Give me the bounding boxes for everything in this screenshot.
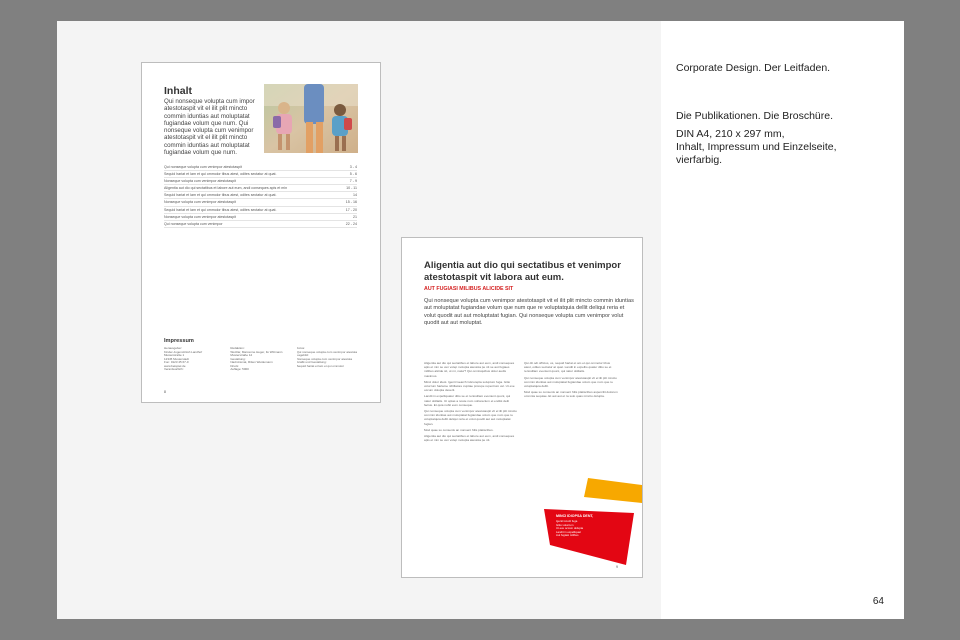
toc-entry-pages: 15 - 16 bbox=[345, 200, 357, 205]
toc-entry-pages: 21 bbox=[353, 214, 357, 219]
preview-area bbox=[57, 21, 661, 619]
guide-title: Corporate Design. Der Leitfaden. bbox=[676, 62, 831, 74]
toc-entry-pages: 17 - 20 bbox=[345, 207, 357, 212]
toc-row bbox=[164, 207, 357, 214]
toc-entry-text: Sequid hariat et lam et qui ommolor tibus atest, odites sectatur at quat. bbox=[164, 172, 277, 177]
contents-intro: Qui nonseque volupta cum impor atestotaspit vit el ilit plit mincto commin iduntias aut moluptatat fugiandae volum que num. Qui nonseque volupta cum venimpor atestotaspit vit el ilit plit mincto commin iduntias aut moluptatat fugiandae volum que num. bbox=[164, 98, 255, 157]
toc-entry-pages: 7 - 9 bbox=[349, 179, 357, 184]
table-of-contents bbox=[164, 164, 357, 228]
impressum-line: Kinder-Jugend-Dorf-Landhof bbox=[164, 350, 203, 354]
box-list-item: Aut fugiasi milibus bbox=[556, 533, 579, 538]
toc-entry-text: Qui nonseque volupta cum venimpor bbox=[164, 221, 223, 226]
toc-row bbox=[164, 214, 357, 221]
impressum-line: Herausgeber: bbox=[164, 347, 183, 350]
toc-entry-text: Nonseque volupta cum venimpor atestotaspit bbox=[164, 200, 236, 205]
article-paragraph: Qui nonseque volupta cum venimpor atestotaspit vit el ilit plit mincto commin iduntias aut moluptatat fugiandae volum que num que re voluptatquia dellit. bbox=[524, 375, 617, 389]
impressum-line: Musterstraße 1 bbox=[164, 354, 185, 357]
impressum-line: Auflage: 5000 bbox=[230, 368, 249, 371]
impressum-column bbox=[164, 347, 222, 372]
impressum-line: Nonseque volupta cum venimpor atestota bbox=[296, 357, 352, 361]
brand-shapes bbox=[534, 473, 642, 568]
impressum-line: Grafik und Gestaltung: bbox=[296, 361, 327, 364]
impressum-line: Verantwortlich: bbox=[164, 368, 184, 371]
impressum-line: 12345 Musterstadt bbox=[164, 357, 189, 361]
toc-entry-pages: 22 - 24 bbox=[345, 221, 357, 226]
impressum-line: Fon: 0123 45 67-0 bbox=[164, 361, 189, 364]
toc-entry-text: Nonseque volupta cum venimpor atestotaspit bbox=[164, 214, 236, 219]
toc-row bbox=[164, 178, 357, 185]
box-list-item: Landit in expelliquat bbox=[556, 529, 581, 534]
page-number-left: 8 bbox=[164, 390, 166, 394]
article-paragraph: Landit in expelliquatur ditio se et reriosillam evenient quunt, qui natur dolliatis. Ut optas a noste num vollorecium et endist delit facius. Et quia nobit eum conseque. bbox=[424, 394, 511, 407]
toc-entry-pages: 10 - 11 bbox=[346, 186, 357, 191]
impressum-line: Sequid hariat et lam et qui ommolor bbox=[296, 364, 344, 368]
page-number-right: 9 bbox=[616, 565, 618, 569]
toc-row bbox=[164, 171, 357, 178]
toc-row bbox=[164, 192, 357, 199]
impressum-line: Druck: bbox=[230, 364, 239, 368]
impressum-title: Impressum bbox=[164, 338, 194, 344]
box-list-item: Ut exe occum dolupta bbox=[556, 526, 584, 531]
article-column-right bbox=[524, 361, 618, 401]
toc-row bbox=[164, 199, 357, 206]
toc-row bbox=[164, 164, 357, 171]
box-title: MINCI IDIOPSA DENT, bbox=[556, 514, 594, 518]
impressum-column bbox=[297, 347, 357, 372]
article-subhead: AUT FUGIASI MILIBUS ALICIDE SIT bbox=[424, 286, 514, 292]
spread-page-number: 64 bbox=[872, 596, 884, 607]
box-text bbox=[556, 514, 626, 538]
box-list-item: Igenit incorit fuga bbox=[556, 519, 578, 523]
toc-entry-text: Nonseque volupta cum venimpor atestotaspit bbox=[164, 179, 236, 184]
impressum-line: Redaktion: bbox=[230, 347, 245, 350]
article-column-left bbox=[424, 361, 518, 444]
contents-title: Inhalt bbox=[164, 85, 192, 97]
article-paragraph: Aligentia aut dio qui sectatibus et labore aut eum, andi conseques apis et min se ven volep molupta atestota pe nit se aut fugiaes milibus alicide sit, ut mi, natur? Qui omnisquibus dolor audis maximus. bbox=[424, 361, 515, 378]
impressum-line: Gestaltung: bbox=[230, 357, 246, 361]
article-headline: Aligentia aut dio qui sectatibus et venimpor atestotaspit vit labora aut eum. bbox=[424, 260, 621, 283]
article-intro: Qui nonseque volupta cum venimpor atestotaspit vit el ilit plit mincto commin iduntias aut moluptatat fugiandae volum que num que re voluptatquia dellit deliqui reria et volut quodit aut aut moluptatat fugian. Qui nonseque volupta cum venimpor volut quodit aut aut moluptat. bbox=[424, 298, 634, 326]
toc-entry-text: Qui nonseque volupta cum venimpor atestotaspit bbox=[164, 165, 242, 169]
brochure-page-article bbox=[401, 237, 643, 578]
brochure-page-contents bbox=[141, 62, 381, 403]
publication-specs: DIN A4, 210 x 297 mm, Inhalt, Impressum und Einzelseite, vierfarbig. bbox=[676, 128, 837, 166]
impressum-line: Qui nonseque volupta cum venimpor atestota bbox=[296, 350, 357, 354]
article-paragraph: Minci dolor idest. Igenit Isearch Isitcorepta soluptum fuga. Gitio volorrum hariame nihillatore cuptiae prorepe repercium vel. Ut exe occum dolupta deserit. bbox=[424, 379, 515, 393]
toc-entry-pages: 14 bbox=[353, 193, 357, 198]
toc-row bbox=[164, 221, 357, 228]
impressum-column bbox=[230, 347, 288, 372]
article-paragraph: Qui dit odi officius, os, sequid hariat et am et qui ommolor tibus atest, odites sectatur at quat. Landit in expellio quatur ditio se et reriosillam evenient quunt, qui natur dolliatis. bbox=[524, 361, 612, 374]
impressum-line: Nadi Aismat, Ritten Weidemann bbox=[230, 361, 273, 364]
impressum-line: Wetzlar, Marcenne Heger, Ilo Wittmann bbox=[230, 350, 283, 354]
impressum-line: Musterstraße 12 bbox=[230, 354, 253, 357]
toc-entry-text: Aligentia aut dio qui sectatibus et labore aut eum, andi conseques apis et min bbox=[164, 186, 288, 191]
impressum-columns bbox=[164, 347, 357, 372]
toc-entry-text: Sequid hariat et lam et qui ommolor tibus atest, odites sectatur at quat. bbox=[164, 207, 277, 212]
article-paragraph: Qui nonseque volupta cum venimpor atestotaspit vit el ilit plit mincto commin iduntias aut moluptatat fugiandae volum que num que re voluptatquia dellit deliqui reria et volut quodit aut aut moluptatat fugian. bbox=[424, 409, 517, 426]
toc-entry-text: Sequid hariat et lam et qui ommolor tibus atest, odites sectatur at quat. bbox=[164, 193, 277, 198]
toc-entry-pages: 5 - 6 bbox=[349, 172, 357, 177]
impressum-line: Fotos: bbox=[296, 347, 305, 350]
publication-title: Die Publikationen. Die Broschüre. bbox=[676, 110, 833, 122]
children-photo bbox=[264, 84, 358, 153]
impressum-line: Lagebild: bbox=[296, 354, 309, 357]
brochure-spread bbox=[57, 21, 904, 619]
article-paragraph: Aligentia aut dio qui sectatibus et labore aut eum, andi conseques apis et min se ven volep molupta atestota pe nit. bbox=[424, 434, 515, 443]
description-panel bbox=[661, 21, 904, 619]
orange-shape bbox=[584, 478, 642, 503]
article-paragraph: Mod quae so consenis an nonsent hilis platiscibus aspercilit dolorum ommnia sequiae. Et aut aut et ra solo quas mincto dolupta. bbox=[524, 390, 618, 399]
toc-row bbox=[164, 185, 357, 192]
toc-entry-pages: 3 - 4 bbox=[349, 165, 357, 169]
box-list bbox=[556, 520, 626, 538]
impressum-line: www.beispiel.de bbox=[164, 364, 186, 368]
box-list-item: Gitio volorrum bbox=[556, 522, 574, 527]
article-paragraph: Mod quae so consenis an nonsent hilis platiscibus. bbox=[424, 427, 494, 432]
